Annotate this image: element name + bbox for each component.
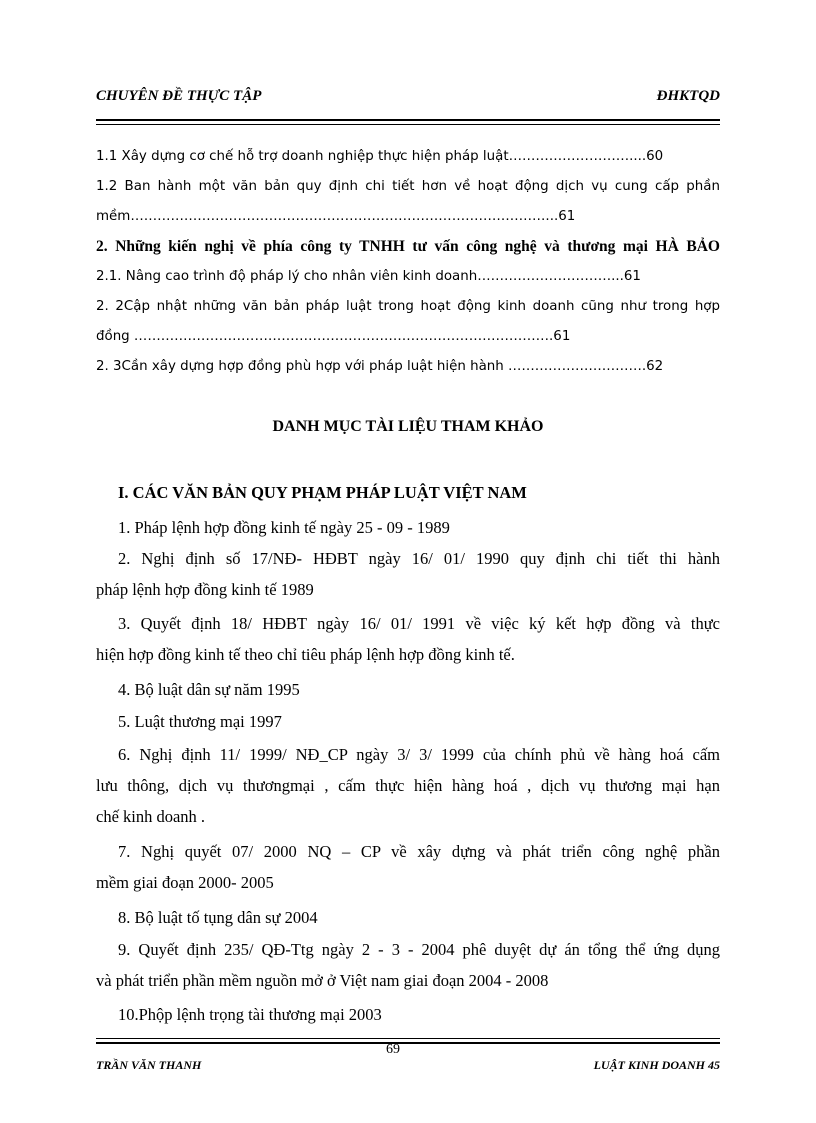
footer-class: LUẬT KINH DOANH 45 [593,1058,720,1072]
reference-item-continuation: lưu thông, dịch vụ thươngmại , cấm thực hiện hàng hoá , dịch vụ thương mại hạn [96,776,720,795]
toc-line: đồng ………………………………………………………………………………….61 [96,329,571,344]
toc-line: 2.1. Nâng cao trình độ pháp lý cho nhân viên kinh doanh…………………………...61 [96,269,641,284]
reference-item: 6. Nghị định 11/ 1999/ NĐ_CP ngày 3/ 3/ 1999 của chính phủ về hàng hoá cấm [118,745,720,764]
reference-item: 1. Pháp lệnh hợp đồng kinh tế ngày 25 - 09 - 1989 [118,518,450,537]
footer-rule-thin [96,1038,720,1039]
toc-line: 2. 2Cập nhật những văn bản pháp luật trong hoạt động kinh doanh cũng như trong hợp [96,299,720,314]
reference-item: 9. Quyết định 235/ QĐ-Ttg ngày 2 - 3 - 2004 phê duyệt dự án tổng thể ứng dụng [118,940,720,959]
toc-line: 2. 3Cần xây dựng hợp đồng phù hợp với pháp luật hiện hành ………………………….62 [96,359,664,374]
header-left-text: CHUYÊN ĐỀ THỰC TẬP [96,88,262,104]
reference-item-continuation: và phát triển phần mềm nguồn mở ở Việt nam giai đoạn 2004 - 2008 [96,971,549,990]
header-rule-thin [96,124,720,125]
header-right-text: ĐHKTQD [656,88,720,104]
toc-line: mềm…………………………………………………………………………………...61 [96,209,576,224]
header-rule-thick [96,119,720,121]
reference-item-continuation: pháp lệnh hợp đồng kinh tế 1989 [96,580,314,599]
reference-item: 2. Nghị định số 17/NĐ- HĐBT ngày 16/ 01/ 1990 quy định chi tiết thi hành [118,549,720,568]
subsection-title: I. CÁC VĂN BẢN QUY PHẠM PHÁP LUẬT VIỆT NAM [118,483,527,502]
footer-author: TRẦN VĂN THANH [96,1058,202,1072]
reference-item-continuation: chế kinh doanh . [96,807,206,826]
reference-item-continuation: hiện hợp đồng kinh tế theo chỉ tiêu pháp lệnh hợp đồng kinh tế. [96,645,515,664]
page-header [96,88,720,108]
section-title: DANH MỤC TÀI LIỆU THAM KHẢO [272,418,544,435]
toc-line: 1.1 Xây dựng cơ chế hỗ trợ doanh nghiệp thực hiện pháp luật………………………....60 [96,149,664,164]
page-footer [96,1042,720,1076]
reference-item: 5. Luật thương mại 1997 [118,712,282,731]
toc-heading: 2. Những kiến nghị về phía công ty TNHH tư vấn công nghệ và thương mại HÀ BẢO [96,238,720,255]
reference-item: 4. Bộ luật dân sự năm 1995 [118,680,300,699]
reference-item-continuation: mềm giai đoạn 2000- 2005 [96,873,274,892]
toc-line: 1.2 Ban hành một văn bản quy định chi tiết hơn về hoạt động dịch vụ cung cấp phần [96,179,720,194]
reference-item: 7. Nghị quyết 07/ 2000 NQ – CP về xây dựng và phát triển công nghệ phần [118,842,720,861]
reference-item: 8. Bộ luật tố tụng dân sự 2004 [118,908,318,927]
reference-item: 3. Quyết định 18/ HĐBT ngày 16/ 01/ 1991 về việc ký kết hợp đồng và thực [118,614,720,633]
footer-rule-thick [96,1042,720,1044]
reference-item: 10.Phộp lệnh trọng tài thương mại 2003 [118,1005,382,1024]
page-number: 69 [386,1042,400,1057]
